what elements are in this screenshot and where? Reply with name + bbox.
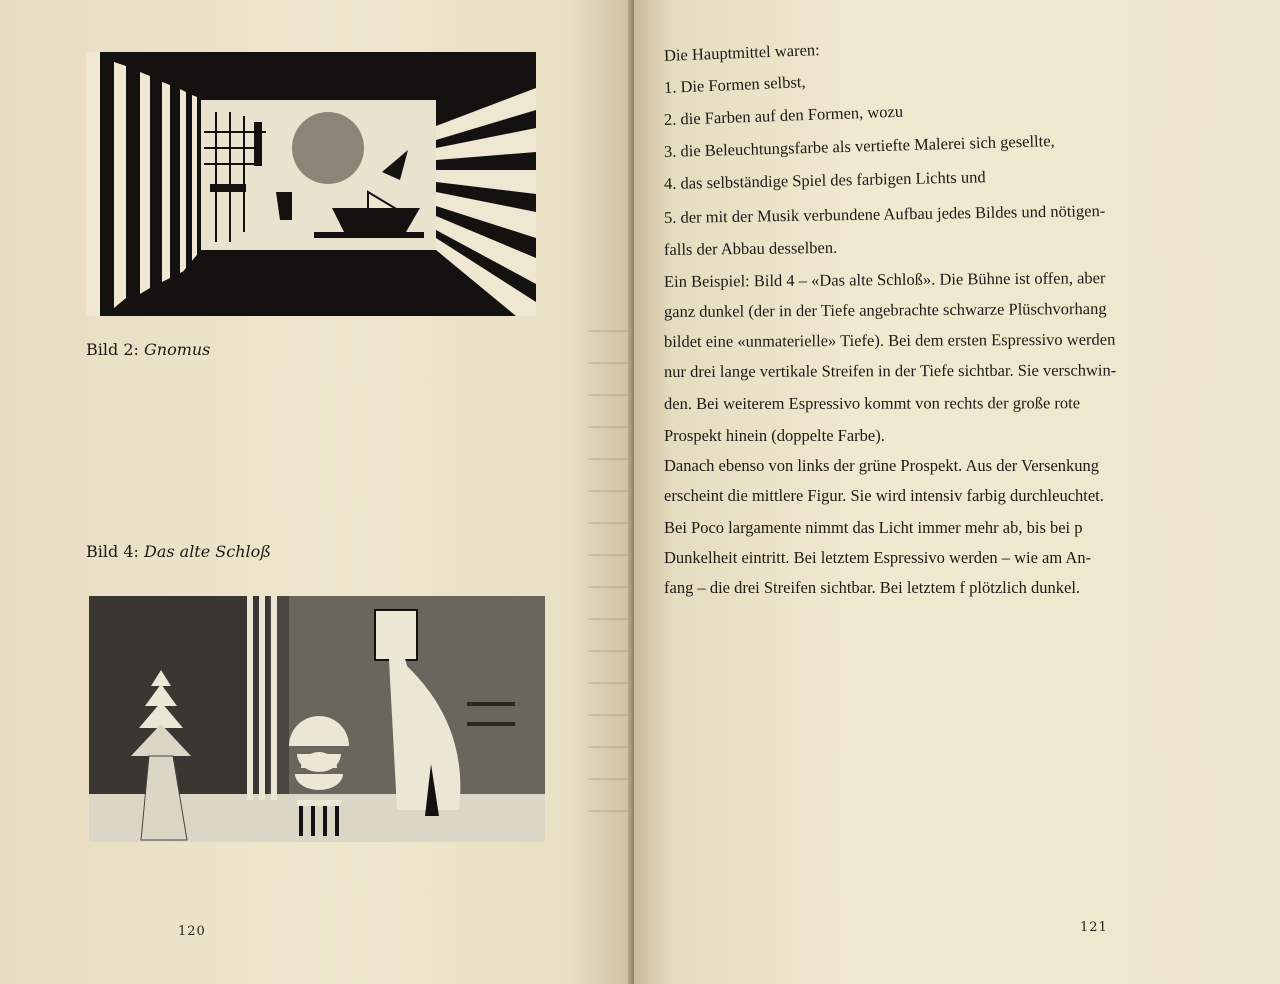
page-number-left: 120 [178,924,206,939]
text-line: 5. der mit der Musik verbundene Aufbau jedes Bildes und nötigen- [663,201,1106,227]
text-line: Dunkelheit eintritt. Bei letztem Espressivo werden – wie am An- [664,548,1092,567]
caption-title: Gnomus [143,340,211,359]
caption-bild-2 [86,340,210,359]
left-page [0,0,634,984]
text-line: 4. das selbständige Spiel des farbigen Lichts und [663,167,986,193]
schloss-stage-illustration [89,596,545,842]
text-line: Ein Beispiel: Bild 4 – «Das alte Schloß». Die Bühne ist offen, aber [663,268,1106,291]
text-line: falls der Abbau desselben. [663,237,838,259]
caption-bild-4 [86,542,271,561]
text-line: nur drei lange vertikale Streifen in der Tiefe sichtbar. Sie verschwin- [663,360,1117,381]
text-line: Prospekt hinein (doppelte Farbe). [664,426,885,445]
bleed-through [588,330,628,850]
page-number-right: 121 [1080,920,1108,935]
text-line: Bei Poco largamente nimmt das Licht immer mehr ab, bis bei p [664,518,1083,537]
text-line: 3. die Beleuchtungsfarbe als vertiefte Malerei sich gesellte, [663,131,1055,161]
text-line: bildet eine «unmaterielle» Tiefe). Bei dem ersten Espressivo werden [663,329,1116,351]
text-line: erscheint die mittlere Figur. Sie wird intensiv farbig durchleuchtet. [664,486,1104,505]
text-line: fang – die drei Streifen sichtbar. Bei letztem f plötzlich dunkel. [664,578,1081,597]
figure-gnomus [86,52,536,316]
figure-das-alte-schloss [89,596,545,842]
text-line: Danach ebenso von links der grüne Prospekt. Aus der Versenkung [664,456,1100,475]
text-line: ganz dunkel (der in der Tiefe angebrachte schwarze Plüschvorhang [663,298,1107,321]
text-line: den. Bei weiterem Espressivo kommt von rechts der große rote [663,393,1081,413]
caption-title: Das alte Schloß [143,542,271,561]
caption-label: Bild 4: [86,542,139,561]
text-line: 2. die Farben auf den Formen, wozu [663,101,904,129]
text-line: Die Hauptmittel waren: [663,40,821,65]
caption-label: Bild 2: [86,340,139,359]
gnomus-stage-illustration [86,52,536,316]
text-line: 1. Die Formen selbst, [663,72,806,97]
